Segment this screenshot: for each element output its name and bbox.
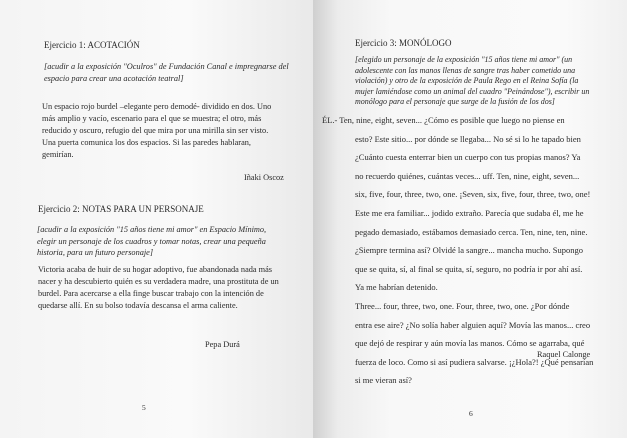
monologue-line: ÉL.- Ten, nine, eight, seven... ¿Cómo es posible que luego no piense en bbox=[322, 115, 565, 125]
monologue-line: Este me era familiar... jodido extraño. Parecía que sudaba él, me he bbox=[355, 207, 584, 218]
monologue-text bbox=[322, 111, 593, 390]
monologue-line: Ya me habrían detenido. bbox=[355, 282, 438, 293]
monologue-line: ¿Siempre termina así? Olvidé la sangre... mancha mucho. Supongo bbox=[355, 245, 584, 256]
exercise-2-instruction: [acudir a la exposición "15 años tiene mi amor" en Espacio Mínimo, elegir un personaje de los cuadros y tomar notas, crear una pequeña historia, para un futuro personaje] bbox=[37, 225, 267, 257]
exercise-1-author: Iñaki Oscoz bbox=[244, 173, 284, 182]
monologue-line: Three... four, three, two, one. Four, three, two, one. ¿Por dónde bbox=[355, 300, 570, 311]
right-page bbox=[313, 0, 627, 438]
monologue-line: no recuerdo quiénes, cuántas veces... uff. Ten, nine, eight, seven... bbox=[355, 170, 580, 181]
exercise-1-title: Ejercicio 1: ACOTACIÓN bbox=[44, 40, 140, 50]
monologue-line: que dejó de respirar y aún movía las manos. Cómo se agarraba, qué bbox=[355, 338, 585, 349]
monologue-line: fuerza de loco. Como si así pudiera salvarse. ¡¿Hola?! ¿Qué pensarían bbox=[355, 356, 594, 367]
exercise-3-author: Raquel Calonge bbox=[537, 350, 591, 359]
exercise-2-text: Victoria acaba de huir de su hogar adoptivo, fue abandonada nada más nacer y ha descubierto quién es su verdadera madre, una prostituta de un burdel. Para acercarse a ella finge buscar trabajo con la intención de quedarse allí. En su bolso todavía descansa el arma caliente. bbox=[38, 265, 279, 310]
monologue-line: ¿Cuánto cuesta enterrar bien un cuerpo con tus propias manos? Ya bbox=[355, 152, 581, 163]
exercise-1-instruction: [acudir a la exposición "Oculros" de Fundación Canal e impregnarse del espacio para crear una acotación teatral] bbox=[44, 62, 289, 83]
exercise-2-author: Pepa Durá bbox=[205, 340, 240, 349]
exercise-3-title: Ejercicio 3: MONÓLOGO bbox=[355, 38, 452, 48]
exercise-1-text: Un espacio rojo burdel –elegante pero demodé- dividido en dos. Uno más amplio y vacío, escenario para el que se muestra; el otro, más reducido y oscuro, refugio del que mira por una mirilla sin ser visto. Una puerta comunica los dos espacios. Si las paredes hablaran, gemirían. bbox=[42, 102, 272, 159]
page-number: 6 bbox=[469, 409, 473, 418]
page-number: 5 bbox=[142, 403, 146, 412]
left-page bbox=[0, 0, 313, 438]
monologue-line: pegado demasiado, estábamos demasiado cerca. Ten, nine, ten, nine. bbox=[355, 226, 588, 237]
exercise-2-title: Ejercicio 2: NOTAS PARA UN PERSONAJE bbox=[38, 204, 204, 214]
monologue-line: que se quita, sí, al final se quita, sí, seguro, no podría ir por ahí así. bbox=[355, 263, 583, 274]
monologue-line: si me vieran así? bbox=[355, 375, 412, 386]
monologue-line: entra ese aire? ¿No solía haber alguien aquí? Movía las manos... creo bbox=[355, 319, 591, 330]
monologue-line: six, five, four, three, two, one. ¡Seven, six, five, four, three, two, one! bbox=[355, 189, 591, 200]
exercise-3-instruction: [elegido un personaje de la exposición "15 años tiene mi amor" (un adolescente con las manos llenas de sangre tras haber cometido una violación) y otro de la exposición de Paula Rego en el Reina Sofía (la mujer lamiéndose como un animal del cuadro "Peinándose"), escribir un monólogo para el personaje que surge de la fusión de los dos] bbox=[355, 55, 590, 106]
monologue-line: esto? Este sitio... por dónde se llegaba... No sé si lo he tapado bien bbox=[355, 133, 581, 144]
